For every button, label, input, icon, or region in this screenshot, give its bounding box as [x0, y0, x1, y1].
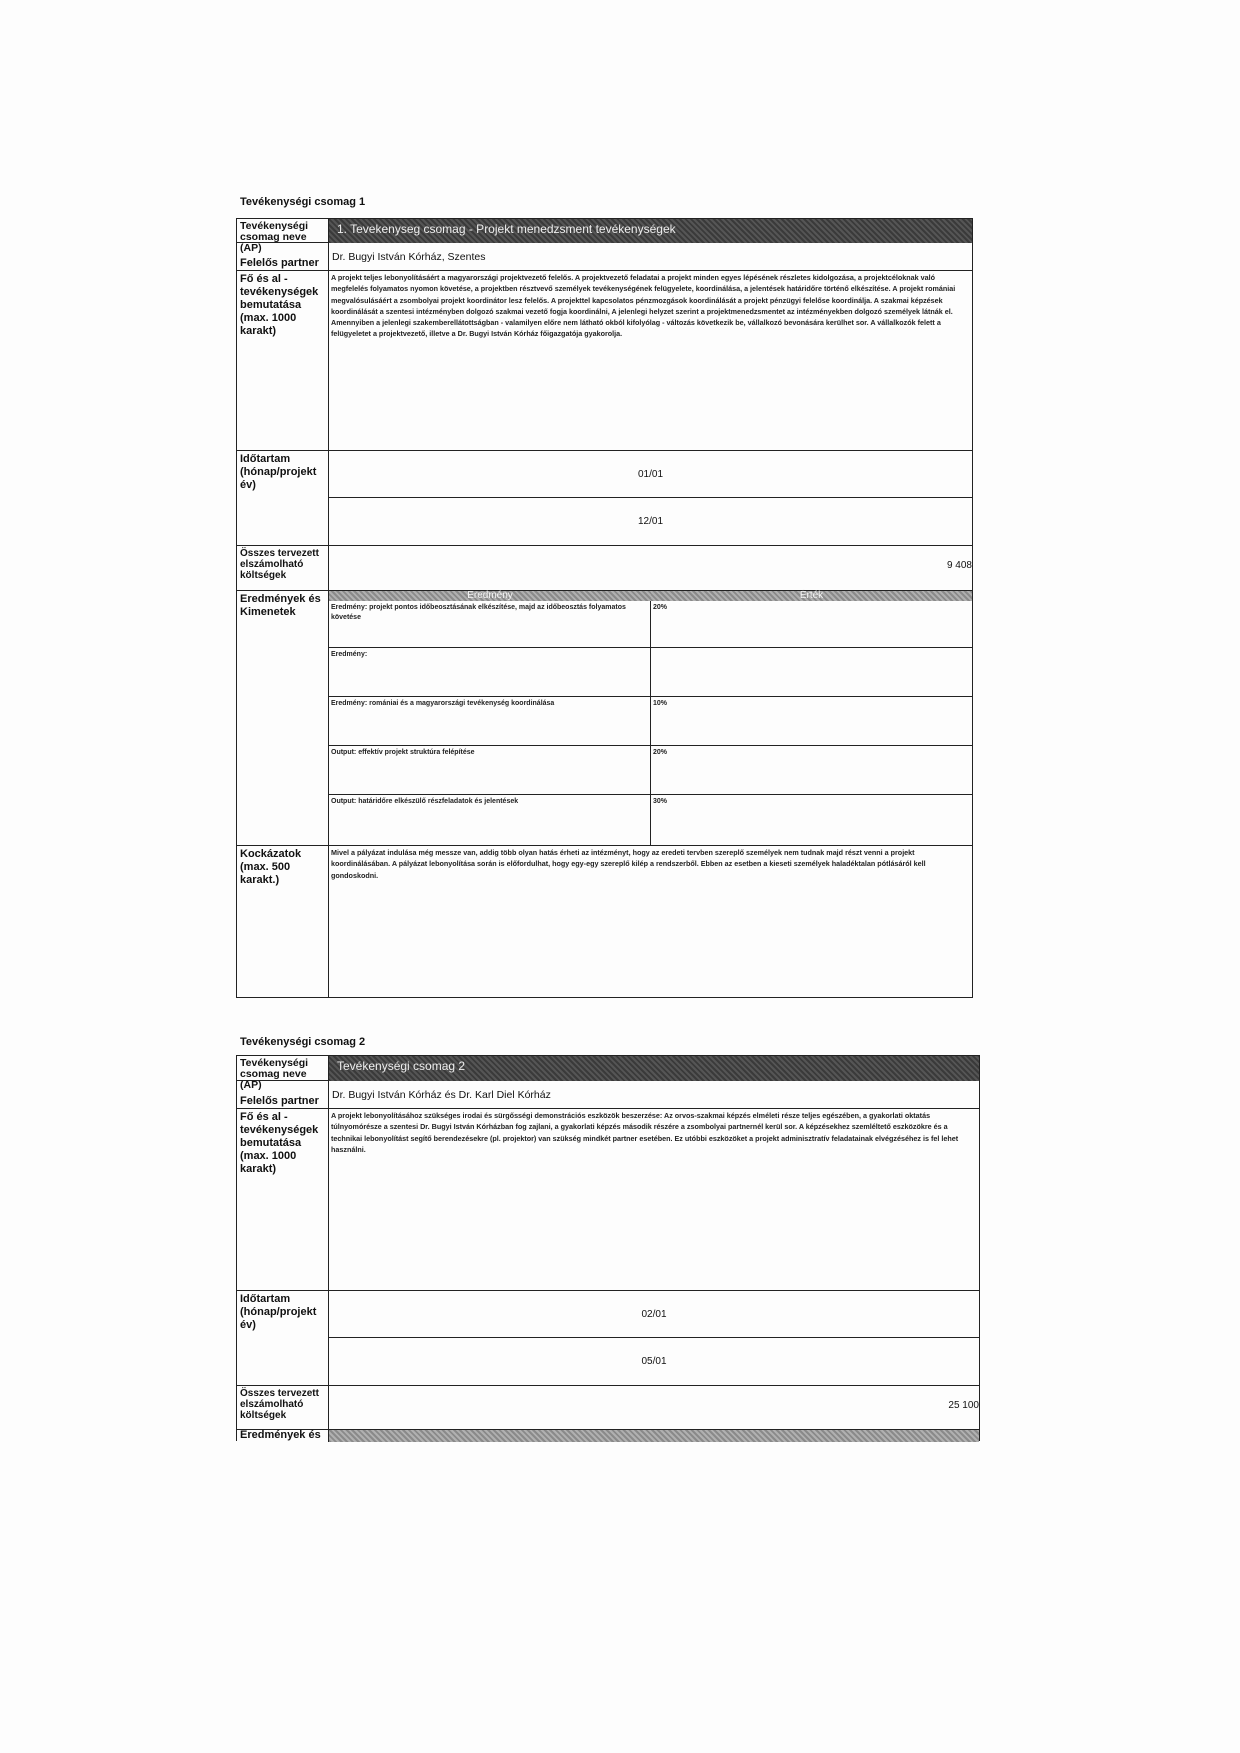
label-risks: Kockázatok (max. 500 karakt.) — [237, 846, 329, 997]
label-partner: Felelős partner — [237, 1081, 329, 1109]
result-value: 30% — [651, 795, 972, 846]
cost-value: 25 100 — [329, 1386, 979, 1430]
partner-value: Dr. Bugyi István Kórház, Szentes — [329, 243, 972, 271]
package-name: Tevékenységi csomag 2 — [329, 1056, 979, 1081]
results-header-value: Érték — [651, 591, 972, 601]
partner-value: Dr. Bugyi István Kórház és Dr. Karl Diel Kórház — [329, 1081, 979, 1109]
result-value — [651, 648, 972, 697]
results-header-band — [329, 1430, 979, 1442]
label-duration: Időtartam (hónap/projekt év) — [237, 1291, 329, 1386]
section-2-title: Tevékenységi csomag 2 — [240, 1036, 366, 1048]
label-description: Fő és al - tevékenységek bemutatása (max. 1000 karakt) — [237, 271, 329, 451]
duration-start: 01/01 — [329, 451, 972, 498]
description-value: A projekt teljes lebonyolításáért a magyarországi projektvezető felelős. A projektvezető feladatai a projekt minden egyes lépésének részletes kidolgozása, a projektcéloknak való megfelelés folyamatos nyomon követése, a projektben résztvevő személyek tevékenységének felügyelete, koordinálása, a jelentések határidőre történő elkészítése. A projekt romániai megvalósulásáért a zsombolyai projekt koordinátor lesz felelős. A projekttel kapcsolatos pénzmozgások koordinálását a projekt pénzügyi felelőse koordinálja. A szakmai képzések koordinálását a szentesi intézményben dolgozó szakmai vezető fogja koordinálni, A jelenlegi helyzet szerint a projektmenedzsmentet az intézményekben dolgozó személyek látnák el. Amennyiben a jelenlegi szakemberellátottságban - valamilyen előre nem látható okból kifolyólag - változás következik be, vállalkozó bevonására kerülhet sor. A vállalkozók felett a felügyeletet a projektvezető, illetve a Dr. Bugyi István Kórház főigazgatója gyakorolja. — [329, 271, 972, 451]
label-results: Eredmények és Kimenetek — [237, 591, 329, 846]
cost-value: 9 408 — [329, 546, 972, 591]
result-value: 20% — [651, 746, 972, 795]
result-text: Eredmény: projekt pontos időbeosztásának elkészítése, majd az időbeosztás folyamatos követése — [329, 601, 651, 648]
result-value: 20% — [651, 601, 972, 648]
section-2-table — [236, 1055, 980, 1441]
duration-start: 02/01 — [329, 1291, 979, 1338]
package-name: 1. Tevekenyseg csomag - Projekt menedzsment tevékenységek — [329, 219, 972, 243]
label-description: Fő és al - tevékenységek bemutatása (max. 1000 karakt) — [237, 1109, 329, 1291]
description-value: A projekt lebonyolításához szükséges irodai és sürgősségi demonstrációs eszközök beszerzése: Az orvos-szakmai képzés elméleti része teljes egészében, a gyakorlati oktatás túlnyomórésze a szentesi Dr. Bugyi István Kórházban fog zajlani, a gyakorlati képzés második részére a zsombolyai partnernél kerül sor. A képzésekhez szemléltető eszközökre és a technikai lebonyolítást segítő berendezésekre (pl. projektor) van szükség mindkét partner esetében. Ez utóbbi eszközöket a projekt adminisztratív feladatainak elvégzéséhez is fel lehet használni. — [329, 1109, 979, 1291]
label-partner: Felelős partner — [237, 243, 329, 271]
label-results: Eredmények és — [237, 1430, 329, 1442]
risks-value: Mivel a pályázat indulása még messze van, addig több olyan hatás érheti az intézményt, hogy az eredeti tervben szereplő személyek nem tudnak majd részt venni a projekt koordinálásában. A pályázat lebonyolítása során is előfordulhat, hogy egy-egy szereplő kilép a rendszerből. Ebben az esetben a kieseti személyek haladéktalan pótlásáról kell gondoskodni. — [331, 848, 926, 880]
label-duration: Időtartam (hónap/projekt év) — [237, 451, 329, 546]
section-1-table — [236, 218, 973, 998]
result-value: 10% — [651, 697, 972, 746]
label-name: Tevékenységi csomag neve (AP) — [237, 219, 329, 243]
result-text: Output: határidőre elkészülő részfeladatok és jelentések — [329, 795, 651, 846]
results-header-result: Eredmény — [329, 591, 651, 601]
duration-end: 05/01 — [329, 1338, 979, 1386]
label-name: Tevékenységi csomag neve (AP) — [237, 1056, 329, 1081]
label-cost: Összes tervezett elszámolható költségek — [237, 1386, 329, 1430]
result-text: Eredmény: — [329, 648, 651, 697]
duration-end: 12/01 — [329, 498, 972, 546]
result-text: Output: effektív projekt struktúra felépítése — [329, 746, 651, 795]
section-1-title: Tevékenységi csomag 1 — [240, 196, 366, 208]
label-cost: Összes tervezett elszámolható költségek — [237, 546, 329, 591]
result-text: Eredmény: romániai és a magyarországi tevékenység koordinálása — [329, 697, 651, 746]
